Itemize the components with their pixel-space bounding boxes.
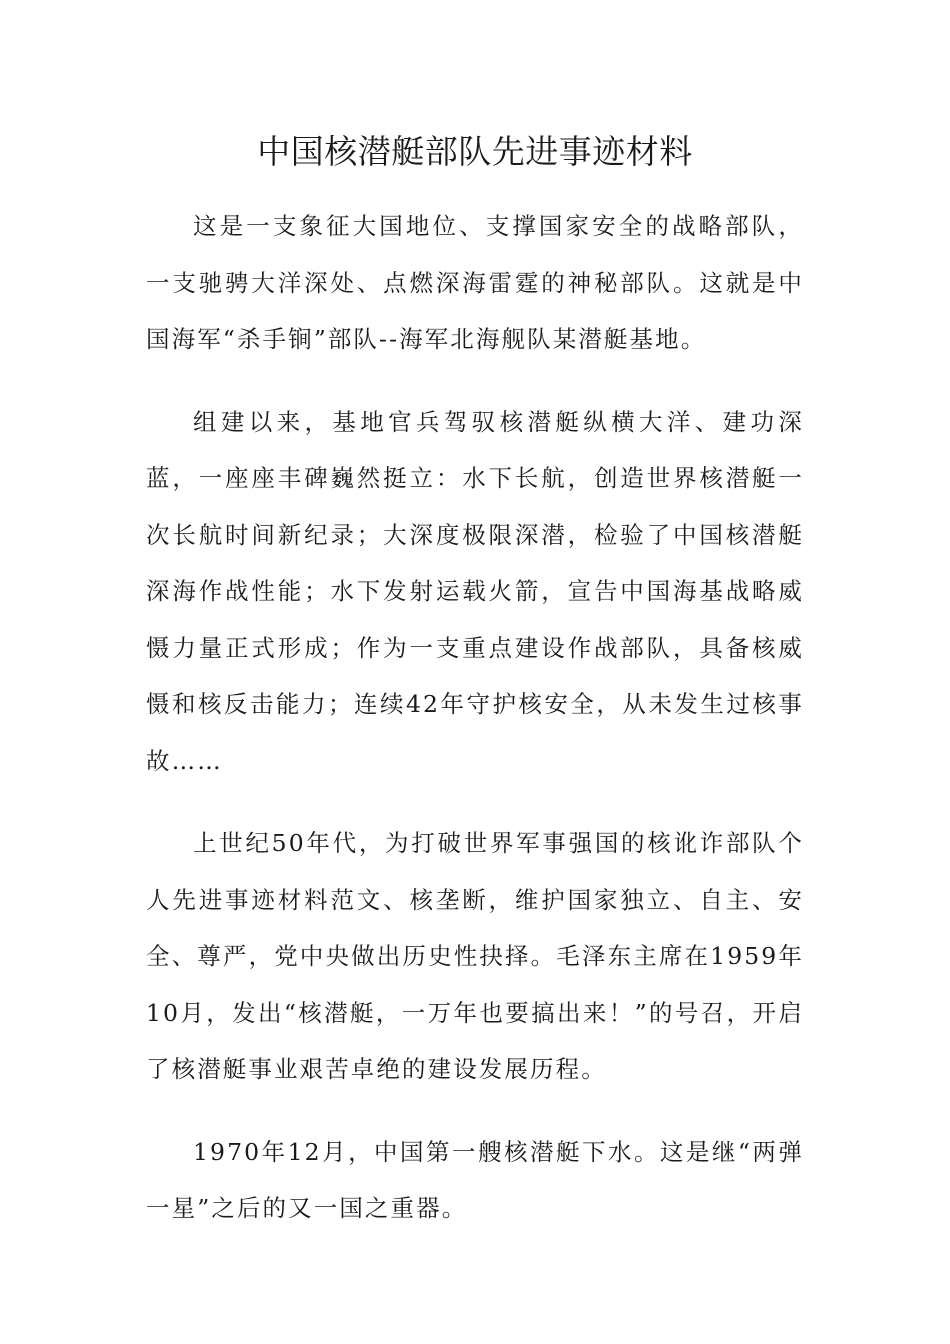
document-body: [146, 198, 804, 1263]
paragraph-first-launch: 1970年12月，中国第一艘核潜艇下水。这是继“两弹一星”之后的又一国之重器。: [146, 1137, 804, 1222]
paragraph-history: 上世纪50年代，为打破世界军事强国的核讹诈部队个人先进事迹材料范文、核垄断，维护国家独立、自主、安全、尊严，党中央做出历史性抉择。毛泽东主席在1959年10月，发出“核潜艇，一万年也要搞出来！”的号召，开启了核潜艇事业艰苦卓绝的建设发展历程。: [146, 829, 804, 1083]
paragraph-intro: 这是一支象征大国地位、支撑国家安全的战略部队，一支驰骋大洋深处、点燃深海雷霆的神秘部队。这就是中国海军“杀手锏”部队--海军北海舰队某潜艇基地。: [146, 212, 804, 353]
document-title: 中国核潜艇部队先进事迹材料: [257, 132, 693, 171]
paragraph-achievements: 组建以来，基地官兵驾驭核潜艇纵横大洋、建功深蓝，一座座丰碑巍然挺立：水下长航，创造世界核潜艇一次长航时间新纪录；大深度极限深潜，检验了中国核潜艇深海作战性能；水下发射运载火箭，宣告中国海基战略威慑力量正式形成；作为一支重点建设作战部队，具备核威慑和核反击能力；连续42年守护核安全，从未发生过核事故……: [146, 407, 804, 775]
